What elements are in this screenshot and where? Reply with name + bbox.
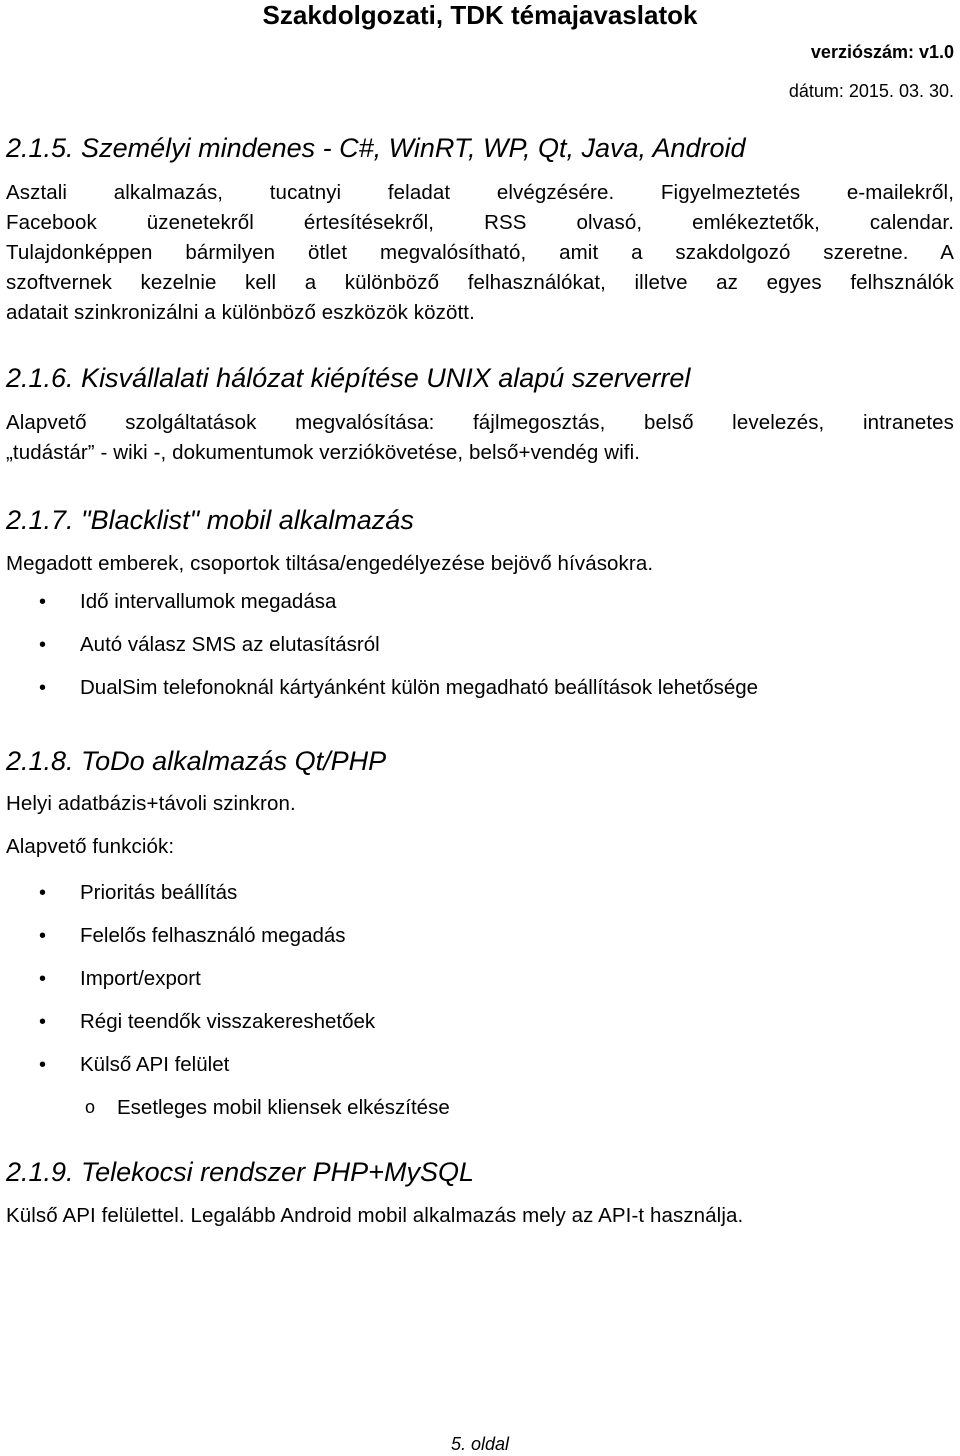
section-paragraph	[6, 178, 954, 328]
sub-bullet-list	[6, 1095, 954, 1121]
section-2-1-8	[6, 745, 954, 1121]
section-heading: 2.1.9. Telekocsi rendszer PHP+MySQL	[6, 1157, 474, 1187]
paragraph-line: „tudástár” - wiki -, dokumentumok verziókövetése, belső+vendég wifi.	[6, 441, 641, 464]
list-item: • Import/export	[6, 966, 954, 992]
section-paragraph: Alapvető funkciók:	[6, 835, 175, 858]
list-item: • Régi teendők visszakereshetőek	[6, 1009, 954, 1035]
section-paragraph	[6, 408, 954, 468]
paragraph-line: adatait szinkronizálni a különböző eszközök között.	[6, 301, 475, 324]
paragraph-line: Tulajdonképpen bármilyen ötlet megvalósítható, amit a szakdolgozó szeretne. A	[6, 241, 954, 264]
list-item: • Prioritás beállítás	[6, 880, 954, 906]
version-number: verziószám: v1.0	[810, 42, 954, 62]
document-title: Szakdolgozati, TDK témajavaslatok	[262, 0, 698, 30]
section-heading: 2.1.5. Személyi mindenes - C#, WinRT, WP, Qt, Java, Android	[6, 133, 746, 163]
list-item: • Idő intervallumok megadása	[6, 589, 954, 615]
section-2-1-9	[6, 1156, 954, 1231]
section-paragraph: Megadott emberek, csoportok tiltása/engedélyezése bejövő hívásokra.	[6, 552, 654, 575]
paragraph-line: Facebook üzenetekről értesítésekről, RSS olvasó, emlékeztetők, calendar.	[6, 211, 954, 234]
section-heading: 2.1.6. Kisvállalati hálózat kiépítése UNIX alapú szerverrel	[6, 363, 691, 393]
paragraph-line: szoftvernek kezelnie kell a különböző felhasználókat, illetve az egyes felhsználók	[6, 271, 954, 294]
sub-list-item: o Esetleges mobil kliensek elkészítése	[6, 1095, 954, 1121]
section-heading: 2.1.8. ToDo alkalmazás Qt/PHP	[6, 746, 387, 776]
page-number: 5. oldal	[450, 1434, 510, 1454]
bullet-list	[6, 880, 954, 1078]
paragraph-line: Asztali alkalmazás, tucatnyi feladat elvégzésére. Figyelmeztetés e-mailekről,	[6, 181, 954, 204]
paragraph-line: Alapvető szolgáltatások megvalósítása: fájlmegosztás, belső levelezés, intranetes	[6, 411, 954, 434]
section-2-1-6	[6, 362, 954, 468]
list-item: • DualSim telefonoknál kártyánként külön megadható beállítások lehetősége	[6, 675, 954, 701]
list-item: • Felelős felhasználó megadás	[6, 923, 954, 949]
bullet-list	[6, 589, 954, 701]
list-item: • Autó válasz SMS az elutasításról	[6, 632, 954, 658]
document-date: dátum: 2015. 03. 30.	[788, 81, 954, 101]
section-paragraph: Helyi adatbázis+távoli szinkron.	[6, 792, 296, 815]
section-paragraph: Külső API felülettel. Legalább Android mobil alkalmazás mely az API-t használja.	[6, 1204, 744, 1227]
section-2-1-5	[6, 132, 954, 328]
section-heading: 2.1.7. "Blacklist" mobil alkalmazás	[6, 505, 414, 535]
section-2-1-7	[6, 504, 954, 701]
list-item: • Külső API felület	[6, 1052, 954, 1078]
